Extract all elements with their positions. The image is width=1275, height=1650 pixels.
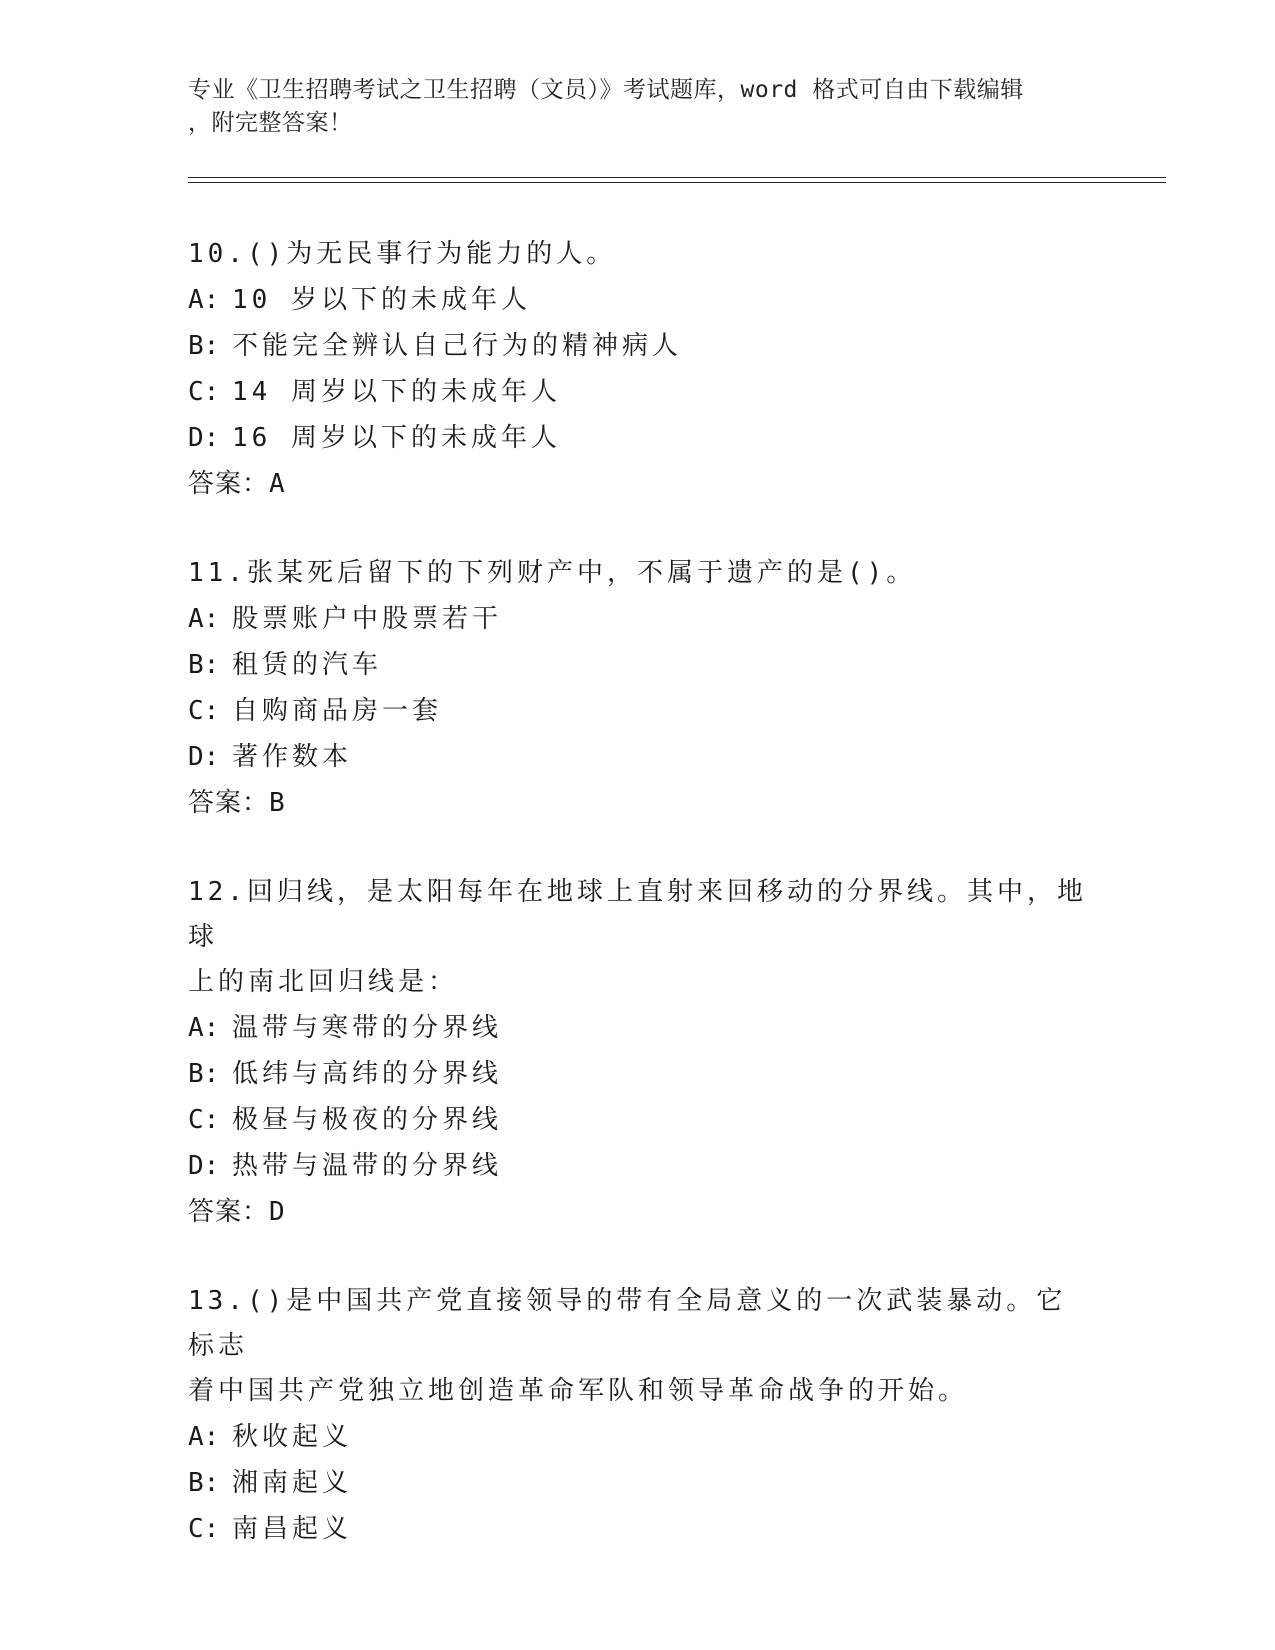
option-text: 热带与温带的分界线: [232, 1151, 503, 1181]
answer: 答案：D: [188, 1197, 286, 1227]
option-text: 低纬与高纬的分界线: [232, 1059, 503, 1089]
question-text: 11.张某死后留下的下列财产中，不属于遗产的是()。: [188, 558, 917, 588]
option-a: [188, 277, 1088, 323]
option-text: 秋收起义: [232, 1422, 353, 1452]
option-label: C:: [188, 1514, 220, 1544]
option-text: 10 岁以下的未成年人: [232, 285, 531, 315]
option-text: 租赁的汽车: [232, 650, 383, 680]
option-text: 南昌起义: [232, 1514, 353, 1544]
option-text: 股票账户中股票若干: [232, 604, 503, 634]
option-text: 16 周岁以下的未成年人: [232, 423, 561, 453]
option-a: [188, 596, 1088, 642]
question-13: [188, 1279, 1088, 1552]
question-text: 上的南北回归线是：: [188, 967, 459, 997]
header-line-2: ，附完整答案！: [188, 110, 353, 136]
option-b: [188, 1460, 1088, 1506]
option-text: 不能完全辨认自己行为的精神病人: [232, 331, 683, 361]
question-text: 13.()是中国共产党直接领导的带有全局意义的一次武装暴动。它标志: [188, 1286, 1067, 1361]
question-text: 10.()为无民事行为能力的人。: [188, 239, 617, 269]
option-text: 14 周岁以下的未成年人: [232, 377, 561, 407]
option-label: A:: [188, 604, 220, 634]
option-b: [188, 323, 1088, 369]
answer: 答案：A: [188, 469, 286, 499]
option-a: [188, 1414, 1088, 1460]
question-list: [188, 232, 1088, 1596]
option-c: [188, 688, 1088, 734]
option-text: 湘南起义: [232, 1468, 353, 1498]
option-d: [188, 415, 1088, 461]
header-double-rule: [188, 177, 1166, 183]
option-label: B:: [188, 331, 220, 361]
answer: 答案：B: [188, 788, 286, 818]
question-text: 12.回归线，是太阳每年在地球上直射来回移动的分界线。其中，地球: [188, 877, 1087, 952]
option-label: A:: [188, 1013, 220, 1043]
option-b: [188, 1051, 1088, 1097]
question-11: [188, 551, 1088, 826]
option-c: [188, 1506, 1088, 1552]
option-label: B:: [188, 1059, 220, 1089]
option-label: D:: [188, 742, 220, 772]
option-text: 自购商品房一套: [232, 696, 443, 726]
option-a: [188, 1005, 1088, 1051]
option-label: D:: [188, 1151, 220, 1181]
document-header: [188, 74, 1068, 140]
option-label: A:: [188, 285, 220, 315]
option-label: C:: [188, 1105, 220, 1135]
option-label: C:: [188, 377, 220, 407]
question-10: [188, 232, 1088, 507]
question-12: [188, 870, 1088, 1235]
option-c: [188, 1097, 1088, 1143]
option-c: [188, 369, 1088, 415]
option-label: C:: [188, 696, 220, 726]
option-d: [188, 734, 1088, 780]
header-line-1: 专业《卫生招聘考试之卫生招聘（文员）》考试题库，word 格式可自由下载编辑: [188, 77, 1024, 103]
option-label: B:: [188, 1468, 220, 1498]
option-label: A:: [188, 1422, 220, 1452]
option-text: 著作数本: [232, 742, 353, 772]
option-label: B:: [188, 650, 220, 680]
question-text: 着中国共产党独立地创造革命军队和领导革命战争的开始。: [188, 1376, 969, 1406]
option-label: D:: [188, 423, 220, 453]
option-text: 温带与寒带的分界线: [232, 1013, 503, 1043]
option-d: [188, 1143, 1088, 1189]
option-text: 极昼与极夜的分界线: [232, 1105, 503, 1135]
option-b: [188, 642, 1088, 688]
